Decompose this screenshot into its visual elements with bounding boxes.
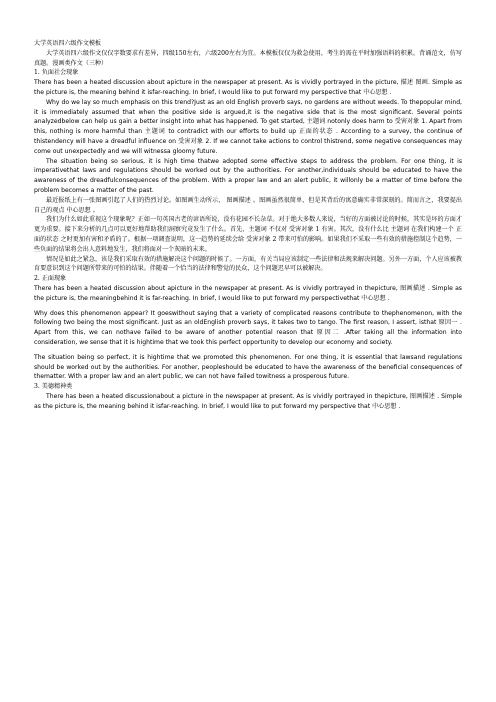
section-heading-positive: 2. 正面现象 xyxy=(34,275,67,283)
section-heading-negative: 1. 负面社会现象 xyxy=(34,69,79,77)
section1-chinese-3: 情况是如此之紧急，该是我们采取有效的措施解决这个问题的时候了。一方面，有关当局应该制定一些法律和法规来解决问题。另外一方面，个人应该被教育要意识到这个问题所带来的可怕的结果。伴随着一个恰当的法律和警觉的民众，这个问题迟早可以被解决。 xyxy=(34,255,462,273)
section2-paragraph-1: There has been a heated discussion about apicture in the newspaper at present. As is vividly portrayed in thepicture, 图画描述 . Simple as the picture is, the meaningbehind it is far-reaching. In brief, I would like to put forward my perspectivethat 中心思想 . xyxy=(34,284,462,302)
document-title: 大学英语四六级作文模板 xyxy=(34,40,102,47)
section3-paragraph-1: There has been a heated discussionabout a picture in the newspaper at present. As is vividly portrayed in thepicture, 图画描述 . Simple as the picture is, the meaning behind it isfar-reaching. In brief, I would like to put forward my perspective that 中心思想 . xyxy=(34,392,462,410)
section1-paragraph-1: There has been a heated discussion about apicture in the newspaper at present. As is vividly portrayed in the picture, 描述 图画. Simple as the picture is, the meaning behind it isfar-reaching. In brief, I would like to put forward my perspective that 中心思想 . xyxy=(34,79,462,96)
section1-paragraph-2: Why do we lay so much emphasis on this trend?Just as an old English proverb says, no gardens are without weeds. To thepopular mind, it is immediately assumed that when the positive side is argued,it is the negative side that is the most significant. Several points analyzedbelow can help us gain a better insight into what has happened. To get started, 主题词 notonly does harm to 受害对象 1. Apart from this, nothing is more harmful than 主题词 to contradict with our efforts to build up 正面的状态 . According to a survey, the continue of thistendency will have a dreadful influence on 受害对象 2. If we cannot take actions to control thistrend, some negative consequences may come out unexpectedly and we will witnessa gloomy future. xyxy=(34,98,462,155)
section2-paragraph-3: The situation being so perfect, it is hightime that we promoted this phenomenon. For one thing, it is essential that lawsand regulations should be worked out by the authorities. For another, peopleshould be educated to have the awareness of the beneficial consequences of thematter. With a proper law and an alert public, we can not have failed towitness a prosperous future. xyxy=(34,353,462,381)
section1-chinese-2: 我们为什么如此重视这个现象呢？正如一句英国古老的谚语所说，没有花园不长杂草。对于绝大多数人来说，当好的方面被讨论的时候，其实是坏的方面才更为重要。接下来分析的几点可以更好地帮助我们洞察究竟发生了什么。首先，主题词 不仅对 受害对象 1 有害。其次，没有什么比 主题词 在我们构建一个 正面的状态 之时更加有害和矛盾的了。根据一项调查说明，这一趋势的延续会给 受害对象 2 带来可怕的影响。如果我们不采取一些有效的措施控制这个趋势，一些负面的结果将会出人意料地发生，我们将面对一个灰暗的未来。 xyxy=(34,216,462,253)
section2-paragraph-2: Why does this phenomenon appear? It goeswithout saying that a variety of complicated reasons contribute to thephenomenon, with the following two being the most significant. Just as an oldEnglish proverb says, it takes two to tango. The first reason, I assert, isthat 原因一 . Apart from this, we can nothave failed to be aware of another potential reason that 原因二 .After taking all the information into consideration, we sense that it is hightime that we took this perfect opportunity to develop our economy and society. xyxy=(34,309,462,346)
intro-paragraph: 大学英语四六级作文仅仅字数要求有差异，四级150左右，六级200左右为宜。本模板仅仅为救急使用，考生的需在平时加强语料的积累，背诵范文，仿写真题。漫画类作文（三种） xyxy=(34,49,462,67)
section1-chinese-1: 最近报纸上有一张图画引起了人们的热烈讨论。如图画生动所示， 图画描述 。图画虽然很简单，但是其背后的寓意确实非常深刻的。简而言之，我要提出自己的观点 中心思想 。 xyxy=(34,196,462,214)
section-heading-virtue: 3. 美德精神类 xyxy=(34,383,73,391)
section1-paragraph-3: The situation being so serious, it is high time thatwe adopted some effective steps to address the problem. For one thing, it is imperativethat laws and regulations should be worked out by the authorities. For another,individuals should be educated to have the awareness of the dreadfulconsequences of the problem. With a proper law and an alert public, it willonly be a matter of time before the problem becomes a matter of the past. xyxy=(34,157,462,194)
